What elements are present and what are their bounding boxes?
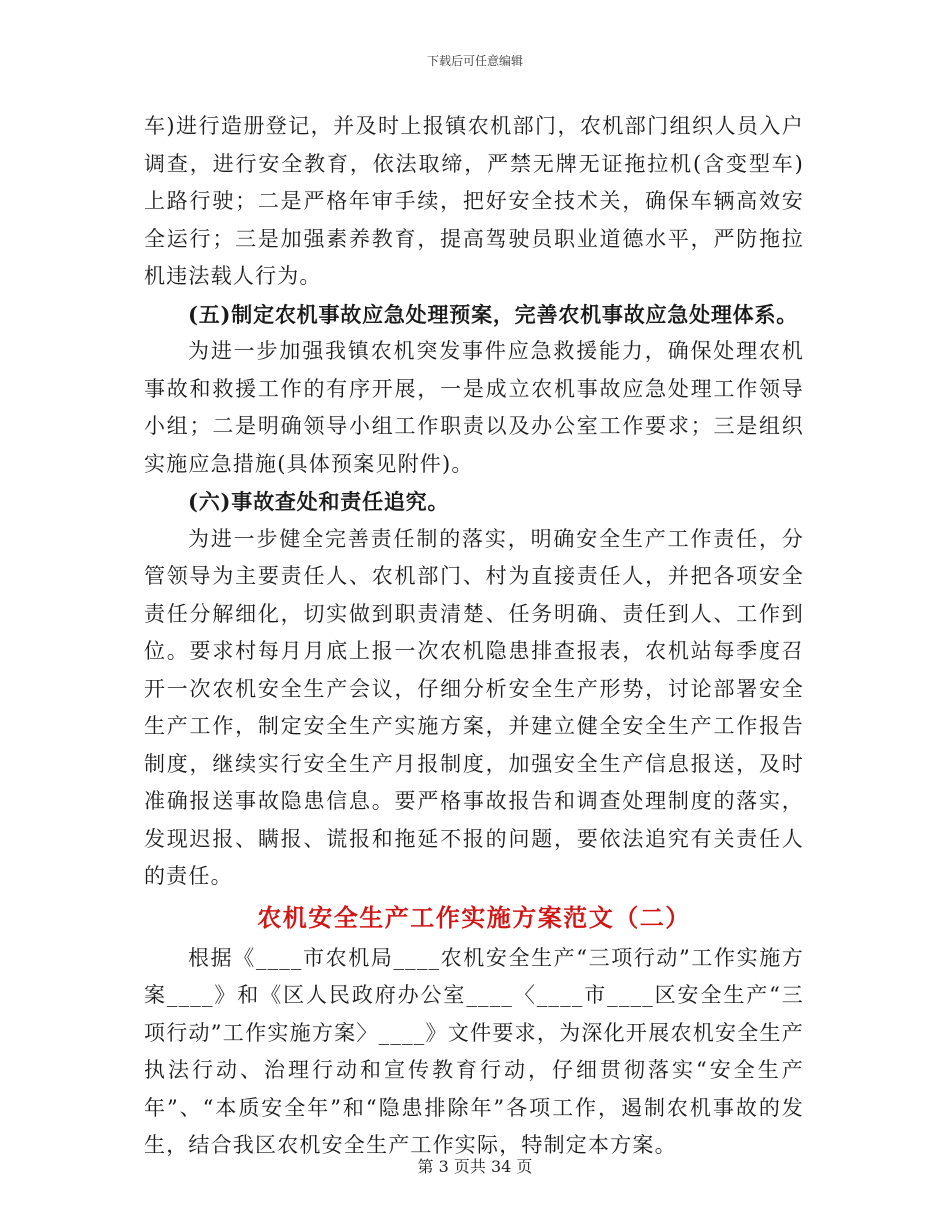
paragraph-continuation: 车)进行造册登记，并及时上报镇农机部门，农机部门组织人员入户调查，进行安全教育，依法取缔，严禁无牌无证拖拉机(含变型车)上路行驶；二是严格年审手续，把好安全技术关，确保车辆高效安全运行；三是加强素养教育，提高驾驶员职业道德水平，严防拖拉机违法载人行为。 xyxy=(144,114,804,288)
section-title: 农机安全生产工作实施方案范文（二） xyxy=(257,902,691,932)
heading-section-5: (五)制定农机事故应急处理预案，完善农机事故应急处理体系。 xyxy=(188,301,799,327)
paragraph-accountability: 为进一步健全完善责任制的落实，明确安全生产工作责任，分管领导为主要责任人、农机部门、村为直接责任人，并把各项安全责任分解细化，切实做到职责清楚、任务明确、责任到人、工作到位。要求村每月月底上报一次农机隐患排查报表，农机站每季度召开一次农机安全生产会议，仔细分析安全生产形势，讨论部署安全生产工作，制定安全生产实施方案，并建立健全安全生产工作报告制度，继续实行安全生产月报制度，加强安全生产信息报送，及时准确报送事故隐患信息。要严格事故报告和调查处理制度的落实，发现迟报、瞒报、谎报和拖延不报的问题，要依法追究有关责任人的责任。 xyxy=(144,526,804,888)
document-body xyxy=(144,108,804,1165)
paragraph-intro-plan-two: 根据《____市农机局____农机安全生产“三项行动”工作实施方案____》和《区人民政府办公室____〈____市____区安全生产“三项行动”工作实施方案〉____》文件要求，为深化开展农机安全生产执法行动、治理行动和宣传教育行动，仔细贯彻落实“安全生产年”、“本质安全年”和“隐患排除年”各项工作，遏制农机事故的发生，结合我区农机安全生产工作实际，特制定本方案。 xyxy=(144,945,804,1157)
heading-section-6: (六)事故查处和责任追究。 xyxy=(188,489,450,514)
page-footer: 第 3 页共 34 页 xyxy=(417,1157,533,1176)
paragraph-emergency-response: 为进一步加强我镇农机突发事件应急救援能力，确保处理农机事故和救援工作的有序开展，一是成立农机事故应急处理工作领导小组；二是明确领导小组工作职责以及办公室工作要求；三是组织实施应急措施(具体预案见附件)。 xyxy=(144,339,804,476)
page-header: 下载后可任意编辑 xyxy=(426,54,523,68)
